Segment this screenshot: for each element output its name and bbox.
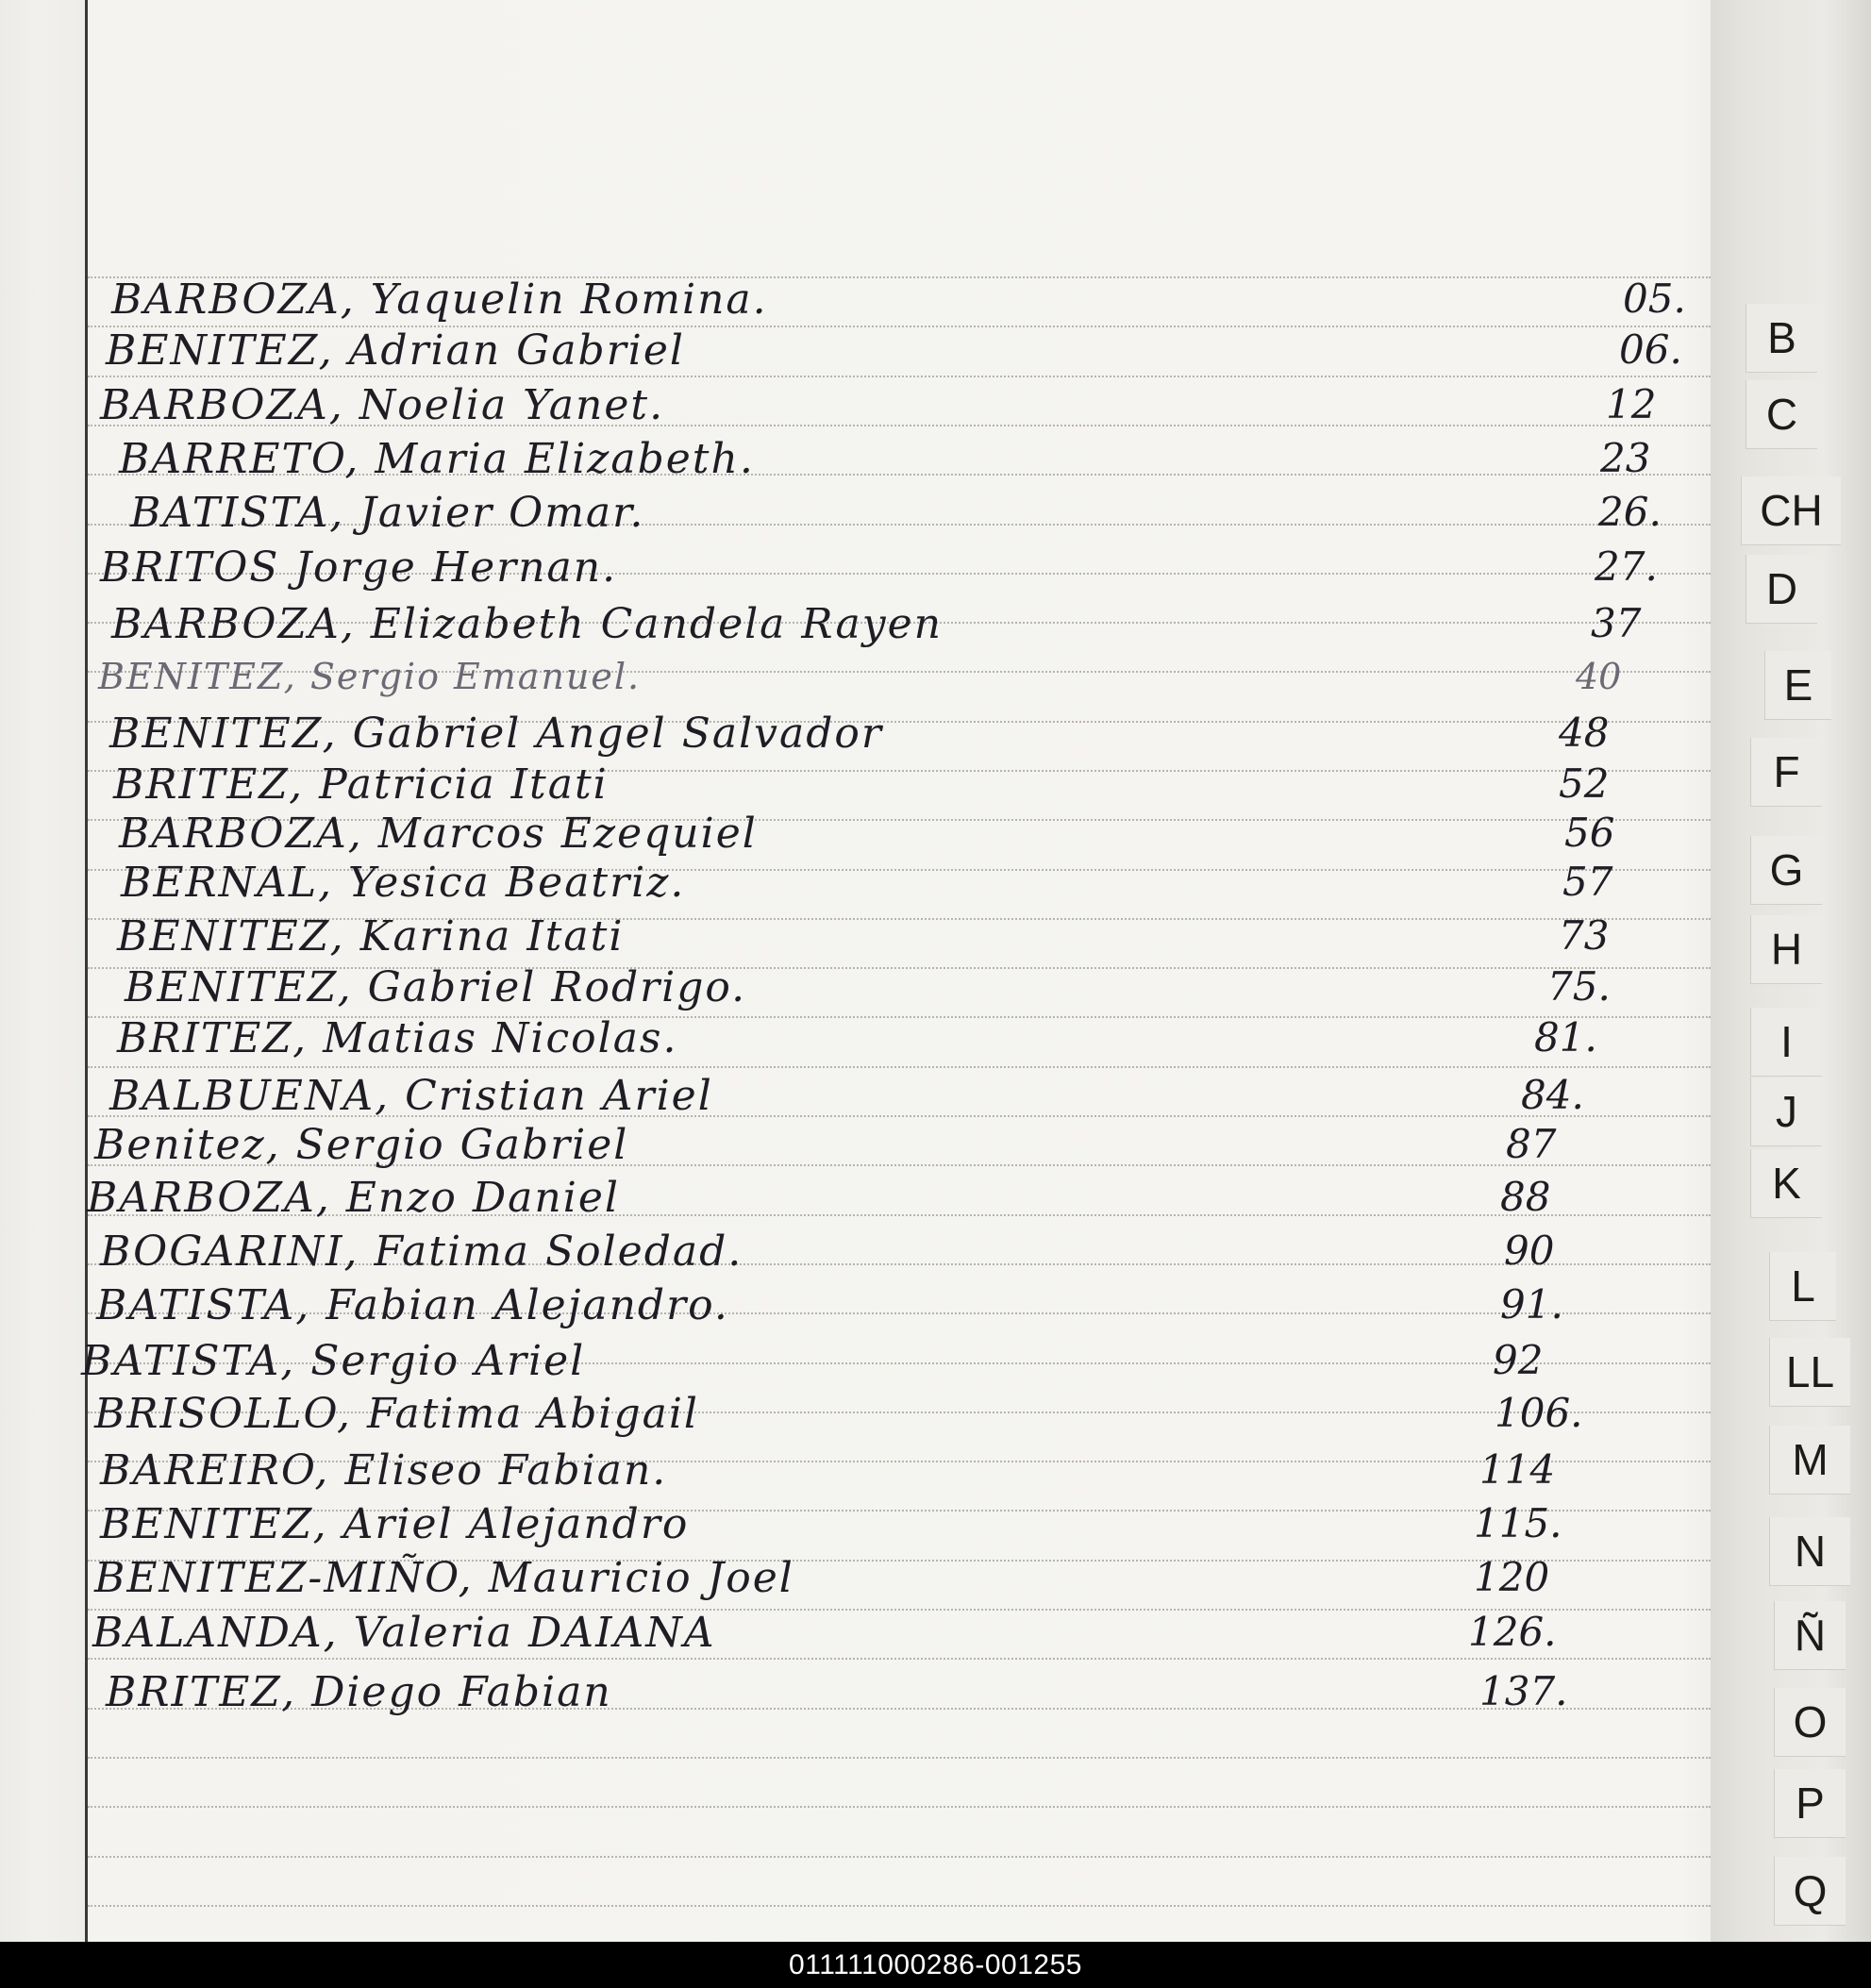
list-item [0, 912, 1698, 961]
index-tab-g[interactable]: G [1750, 836, 1822, 905]
index-tab-e[interactable]: E [1764, 651, 1831, 720]
list-item [0, 1281, 1698, 1330]
entry-name: BRITEZ, Diego Fabian [106, 1668, 612, 1716]
list-item [0, 1446, 1698, 1495]
entry-name: BARBOZA, Noelia Yanet. [100, 381, 665, 429]
entry-page-number: 87 [1506, 1121, 1557, 1167]
entry-page-number: 114 [1479, 1446, 1556, 1493]
entry-page-number: 06. [1619, 326, 1682, 373]
entry-name: BALBUENA, Cristian Ariel [109, 1072, 713, 1120]
entry-page-number: 88 [1500, 1174, 1551, 1220]
index-tab-ll[interactable]: LL [1769, 1338, 1850, 1407]
entry-name: BENITEZ, Sergio Emanuel. [98, 656, 642, 697]
list-item [0, 1390, 1698, 1439]
entry-page-number: 106. [1495, 1390, 1583, 1436]
entry-page-number: 05. [1623, 276, 1686, 322]
index-tab-j[interactable]: J [1750, 1078, 1822, 1146]
list-item [0, 276, 1698, 325]
index-tab-ñ[interactable]: Ñ [1774, 1601, 1846, 1670]
entry-page-number: 84. [1521, 1072, 1584, 1118]
entry-name: BRITOS Jorge Hernan. [100, 543, 618, 592]
entry-page-number: 40 [1576, 656, 1622, 697]
entry-name: BARBOZA, Yaquelin Romina. [111, 276, 768, 324]
list-item [0, 489, 1698, 538]
entry-page-number: 48 [1559, 710, 1610, 756]
footer-band [0, 1942, 1871, 1988]
index-tab-c[interactable]: C [1746, 380, 1817, 449]
index-tab-i[interactable]: I [1750, 1008, 1822, 1077]
entry-name: BAREIRO, Eliseo Fabian. [100, 1446, 668, 1495]
list-item [0, 1500, 1698, 1549]
list-item [0, 710, 1698, 759]
document-code: 011111000286-001255 [789, 1948, 1082, 1980]
entry-page-number: 75. [1547, 963, 1611, 1010]
entry-page-number: 126. [1468, 1609, 1557, 1655]
entry-name: BERNAL, Yesica Beatriz. [121, 859, 686, 907]
entry-page-number: 137. [1479, 1668, 1568, 1714]
list-item [0, 543, 1698, 593]
entry-name: BALANDA, Valeria DAIANA [92, 1609, 716, 1657]
index-tab-l[interactable]: L [1769, 1252, 1836, 1321]
list-item [0, 435, 1698, 484]
entry-page-number: 81. [1534, 1014, 1597, 1061]
list-item [0, 656, 1698, 705]
index-tab-n[interactable]: N [1769, 1517, 1850, 1586]
entry-page-number: 115. [1474, 1500, 1562, 1546]
entry-name: BRISOLLO, Fatima Abigail [94, 1390, 699, 1438]
entry-name: BATISTA, Javier Omar. [130, 489, 645, 537]
entry-name: BARBOZA, Marcos Ezequiel [119, 810, 758, 858]
entry-name: BARBOZA, Enzo Daniel [87, 1174, 620, 1222]
entry-page-number: 90 [1504, 1228, 1555, 1274]
entry-name: BENITEZ, Ariel Alejandro [100, 1500, 690, 1548]
ruled-line [88, 376, 1711, 377]
entry-page-number: 23 [1600, 435, 1651, 481]
list-item [0, 381, 1698, 430]
entry-page-number: 27. [1595, 543, 1658, 590]
list-item [0, 1609, 1698, 1658]
index-tab-ch[interactable]: CH [1741, 476, 1841, 545]
list-item [0, 1072, 1698, 1121]
entry-page-number: 37 [1591, 600, 1642, 646]
entry-page-number: 52 [1559, 760, 1610, 807]
ruled-line [88, 1856, 1711, 1858]
index-tab-h[interactable]: H [1750, 915, 1822, 984]
entry-name: BENITEZ, Gabriel Angel Salvador [109, 710, 883, 758]
entry-name: BARBOZA, Elizabeth Candela Rayen [111, 600, 944, 648]
index-tab-o[interactable]: O [1774, 1688, 1846, 1757]
list-item [0, 600, 1698, 649]
entry-name: BENITEZ, Gabriel Rodrigo. [125, 963, 747, 1011]
list-item [0, 1228, 1698, 1277]
entry-name: BATISTA, Sergio Ariel [81, 1337, 586, 1385]
list-item [0, 963, 1698, 1012]
index-tab-k[interactable]: K [1750, 1149, 1822, 1218]
list-item [0, 1014, 1698, 1063]
index-tab-b[interactable]: B [1746, 304, 1817, 373]
entry-name: BOGARINI, Fatima Soledad. [100, 1228, 743, 1276]
entry-name: BRITEZ, Patricia Itati [113, 760, 609, 809]
entry-page-number: 120 [1474, 1554, 1550, 1600]
entry-page-number: 57 [1562, 859, 1613, 905]
index-tab-p[interactable]: P [1774, 1769, 1846, 1838]
ruled-line [88, 1658, 1711, 1660]
list-item [0, 760, 1698, 810]
ruled-line [88, 1757, 1711, 1759]
entry-page-number: 73 [1559, 912, 1610, 959]
entry-page-number: 12 [1606, 381, 1657, 427]
entry-name: BENITEZ-MIÑO, Mauricio Joel [94, 1554, 794, 1602]
entry-page-number: 56 [1564, 810, 1615, 856]
list-item [0, 810, 1698, 859]
entry-name: BRITEZ, Matias Nicolas. [117, 1014, 678, 1062]
list-item [0, 859, 1698, 908]
entry-page-number: 92 [1493, 1337, 1544, 1383]
list-item [0, 1554, 1698, 1603]
ruled-line [88, 1066, 1711, 1068]
list-item [0, 1121, 1698, 1170]
entry-name: BATISTA, Fabian Alejandro. [96, 1281, 729, 1329]
ruled-line [88, 1806, 1711, 1808]
list-item [0, 326, 1698, 376]
list-item [0, 1668, 1698, 1717]
index-tab-f[interactable]: F [1750, 738, 1822, 807]
entry-name: BARRETO, Maria Elizabeth. [119, 435, 755, 483]
ruled-line [88, 1905, 1711, 1907]
entry-name: Benitez, Sergio Gabriel [94, 1121, 629, 1169]
index-tab-q[interactable]: Q [1774, 1857, 1846, 1926]
entry-page-number: 26. [1598, 489, 1662, 535]
index-tab-m[interactable]: M [1769, 1426, 1850, 1495]
list-item [0, 1337, 1698, 1386]
entry-name: BENITEZ, Adrian Gabriel [106, 326, 685, 375]
entry-name: BENITEZ, Karina Itati [117, 912, 625, 961]
entry-page-number: 91. [1500, 1281, 1563, 1328]
list-item [0, 1174, 1698, 1223]
index-tab-d[interactable]: D [1746, 555, 1817, 624]
